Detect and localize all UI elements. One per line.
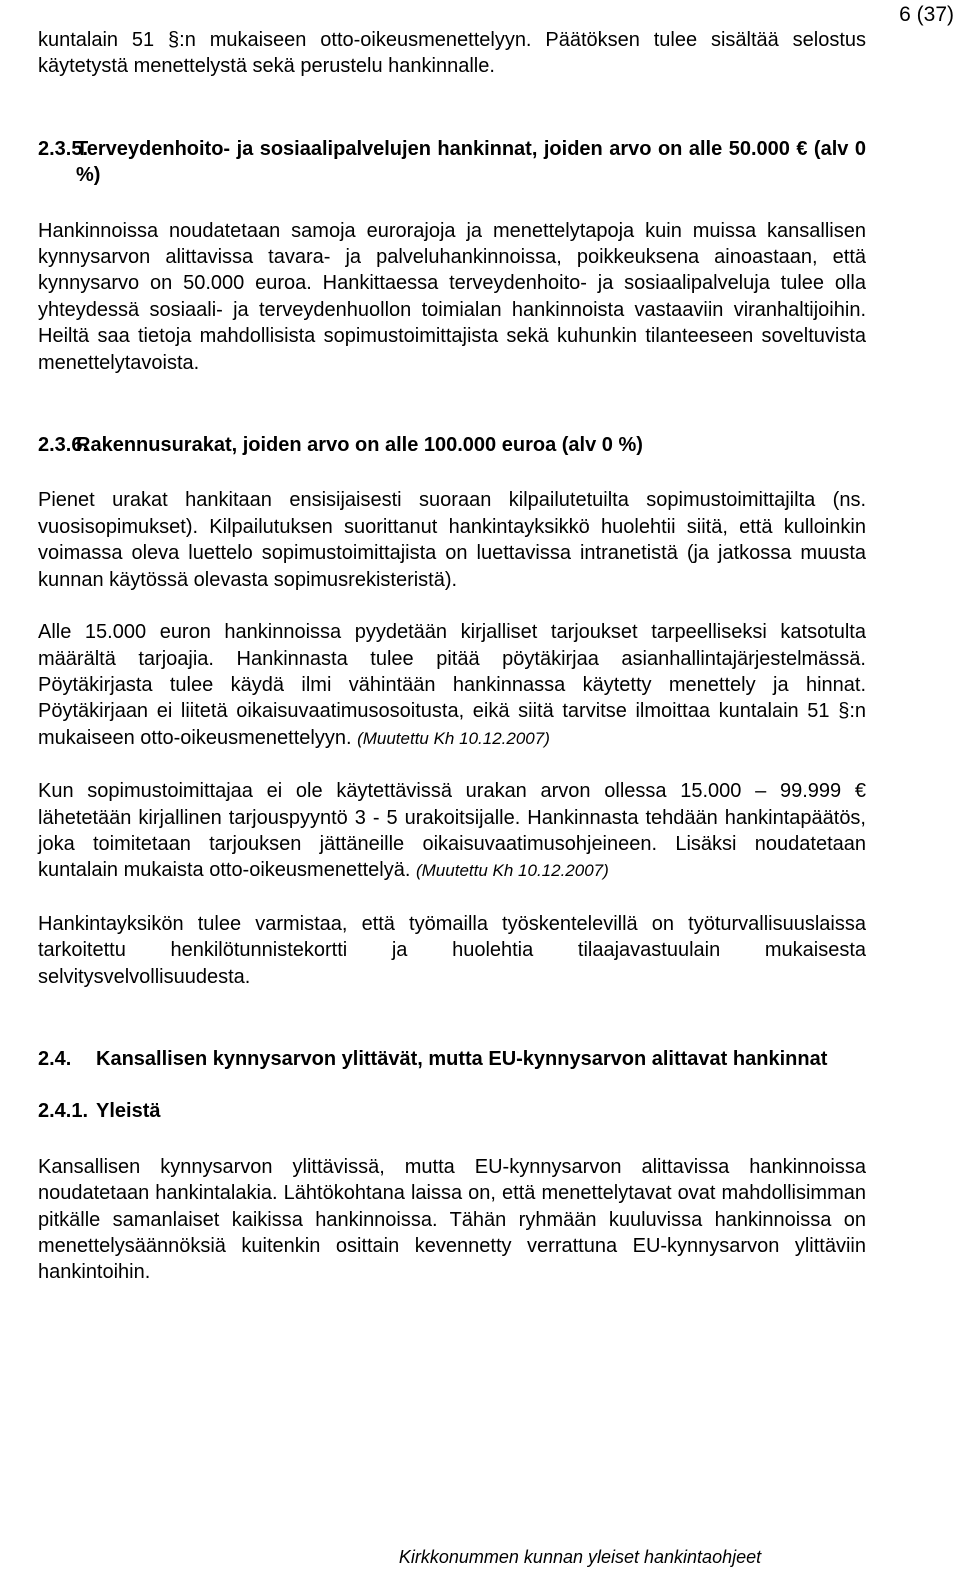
section-heading-2-3-6 (38, 432, 866, 458)
section-title: Yleistä (96, 1100, 161, 1123)
paragraph (38, 778, 866, 885)
paragraph: Hankinnoissa noudatetaan samoja eurorajoja ja menettelytapoja kuin muissa kansallisen kynnysarvon alittavissa tavara- ja palveluhankinnoissa, poikkeuksena ainoastaan, että kynnysarvo on 50.000 euroa. Hankittaessa terveydenhoito- ja sosiaalipalveluja tulee olla yhteydessä sosiaali- ja terveydenhuollon toimialan hankinnoista vastaaviin viranhaltijoihin. Heiltä saa tietoja mahdollisista sopimustoimittajista sekä kuhunkin tilanteeseen soveltuvista menettelytavoista. (38, 219, 866, 374)
paragraph: Pienet urakat hankitaan ensisijaisesti suoraan kilpailutetuilta sopimustoimittajilta (ns. vuosisopimukset). Kilpailutuksen suorittanut hankintayksikkö huolehtii siitä, että kulloinkin voimassa oleva luettelo sopimustoimittajista on luettavissa intranetistä (ja jatkossa muusta kunnan käytössä olevasta sopimusrekisteristä). (38, 489, 866, 591)
section-title: Kansallisen kynnysarvon ylittävät, mutta EU-kynnysarvon alittavat hankinnat (96, 1047, 828, 1070)
paragraph: Hankintayksikön tulee varmistaa, että työmailla työskentelevillä on työturvallisuuslaissa tarkoitettu henkilötunnistekortti ja huolehtia tilaajavastuulain mukaisesta selvitysvelvollisuudesta. (38, 912, 866, 988)
intro-paragraph: kuntalain 51 §:n mukaiseen otto-oikeusmenettelyyn. Päätöksen tulee sisältää selostus käytetystä menettelystä sekä perustelu hankinnalle. (38, 29, 866, 78)
document-body (38, 27, 866, 1286)
amendment-note: (Muutettu Kh 10.12.2007) (415, 861, 609, 881)
section-heading-2-4 (38, 1046, 866, 1072)
section-title: Rakennusurakat, joiden arvo on alle 100.000 euroa (alv 0 %) (76, 434, 643, 457)
section-number: 2.3.5. (38, 137, 89, 160)
page-footer: Kirkkonummen kunnan yleiset hankintaohjeet (398, 1547, 762, 1567)
paragraph-text: Kun sopimustoimittajaa ei ole käytettävissä urakan arvon ollessa 15.000 – 99.999 € lähetetään kirjallinen tarjouspyyntö 3 - 5 urakoitsijalle. Hankinnasta tehdään hankintapäätös, joka toimitetaan tarjouksen jättäneille oikaisuvaatimusohjeineen. Lisäksi noudatetaan kuntalain mukaista otto-oikeusmenettelyä. (38, 780, 866, 882)
section-number: 2.3.6. (38, 434, 89, 457)
section-heading-2-3-5 (38, 136, 866, 189)
paragraph (38, 619, 866, 752)
paragraph: Kansallisen kynnysarvon ylittävissä, mutta EU-kynnysarvon alittavissa hankinnoissa noudatetaan hankintalakia. Lähtökohtana laissa on, että menettelytavat ovat mahdollisimman pitkälle samanlaiset kaikissa hankinnoissa. Tähän ryhmään kuuluvissa hankinnoissa on menettelysäännöksiä kuitenkin osittain kevennetty verrattuna EU-kynnysarvon ylittäviin hankintoihin. (38, 1155, 866, 1284)
section-number: 2.4. (38, 1047, 72, 1070)
section-number: 2.4.1. (38, 1100, 89, 1123)
section-title: Terveydenhoito- ja sosiaalipalvelujen hankinnat, joiden arvo on alle 50.000 € (alv 0 %) (76, 137, 866, 187)
paragraph-text: Alle 15.000 euron hankinnoissa pyydetään kirjalliset tarjoukset tarpeelliseksi katsotulta määrältä tarjoajia. Hankinnasta tulee pitää pöytäkirjaa asianhallintajärjestelmässä. Pöytäkirjasta tulee käydä ilmi vähintään hankinnassa käytetty menettely ja hinnat. Pöytäkirjaan ei liitetä oikaisuvaatimusosoitusta, eikä siitä tarvitse ilmoittaa kuntalain 51 §:n mukaiseen otto-oikeusmenettelyyn. (38, 621, 866, 749)
page-number: 6 (37) (899, 3, 954, 26)
amendment-note: (Muutettu Kh 10.12.2007) (357, 728, 550, 748)
section-heading-2-4-1 (38, 1098, 866, 1124)
